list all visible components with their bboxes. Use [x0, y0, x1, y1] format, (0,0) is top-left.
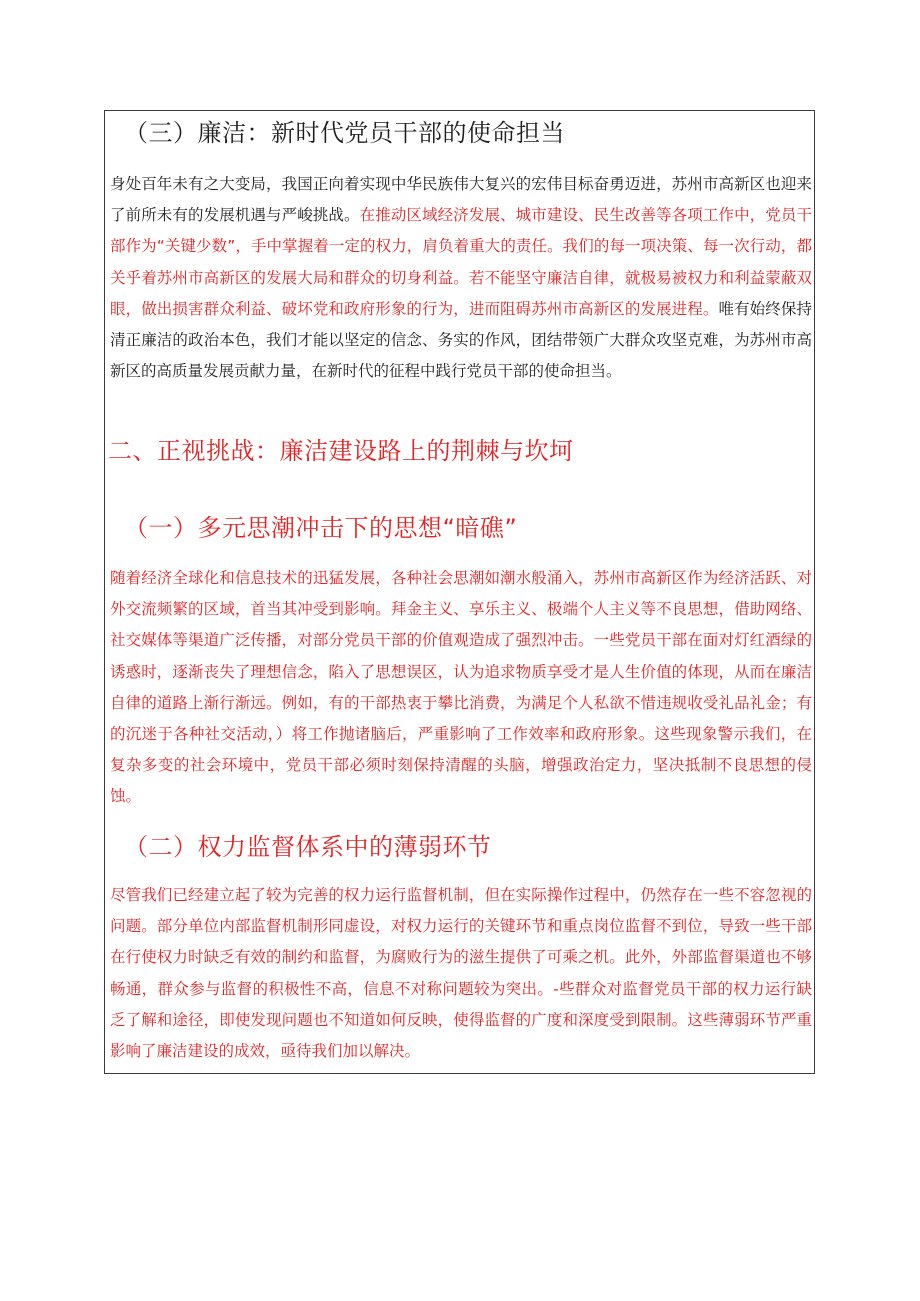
subsection-heading-ideological-reefs: （一）多元思潮冲击下的思想“暗礁”: [124, 514, 518, 542]
paragraph-integrity-mission: [110, 169, 812, 387]
subsection-heading-supervision-weakness: （二）权力监督体系中的薄弱环节: [124, 833, 492, 861]
paragraph-closing-text: 唯有始终保持清正廉洁的政治本色，我们才能以坚定的信念、务实的作风，团结带领广大群众攻坚克难，为苏州市高新区的高质量发展贡献力量，在新时代的征程中践行党员干部的使命担当。: [110, 299, 812, 381]
part-two-heading: 二、正视挑战：廉洁建设路上的荆棘与坎坷: [108, 437, 574, 465]
paragraph-highlighted-text: 在推动区域经济发展、城市建设、民生改善等各项工作中，党员干部作为“关键少数”，手中掌握着一定的权力，肩负着重大的责任。我们的每一项决策、每一次行动，都关乎着苏州市高新区的发展大局和群众的切身利益。若不能坚守廉洁自律，就极易被权力和利益蒙蔽双眼，做出损害群众利益、破坏党和政府形象的行为，进而阻碍苏州市高新区的发展进程。: [110, 206, 812, 318]
paragraph-intro-text: 身处百年未有之大变局，我国正向着实现中华民族伟大复兴的宏伟目标奋勇迈进，苏州市高新区也迎来了前所未有的发展机遇与严峻挑战。: [110, 175, 812, 225]
paragraph-ideological-reefs: 随着经济全球化和信息技术的迅猛发展，各种社会思潮如潮水般涌入，苏州市高新区作为经济活跃、对外交流频繁的区域，首当其冲受到影响。拜金主义、享乐主义、极端个人主义等不良思想，借助网络、社交媒体等渠道广泛传播，对部分党员干部的价值观造成了强烈冲击。一些党员干部在面对灯红酒绿的诱惑时，逐渐丧失了理想信念，陷入了思想误区，认为追求物质享受才是人生价值的体现，从而在廉洁自律的道路上渐行渐远。例如，有的干部热衷于攀比消费，为满足个人私欲不惜违规收受礼品礼金；有的沉迷于各种社交活动，）将工作抛诸脑后，严重影响了工作效率和政府形象。这些现象警示我们，在复杂多变的社会环境中，党员干部必须时刻保持清醒的头脑，增强政治定力，坚决抵制不良思想的侵蚀。: [110, 569, 812, 806]
section-heading-integrity-mission: （三）廉洁：新时代党员干部的使命担当: [124, 119, 565, 147]
paragraph-supervision-weakness: 尽管我们已经建立起了较为完善的权力运行监督机制，但在实际操作过程中，仍然存在一些不容忽视的问题。部分单位内部监督机制形同虚设，对权力运行的关键环节和重点岗位监督不到位，导致一些干部在行使权力时缺乏有效的制约和监督，为腐败行为的滋生提供了可乘之机。此外，外部监督渠道也不够畅通，群众参与监督的积极性不高，信息不对称问题较为突出。-些群众对监督党员干部的权力运行缺乏了解和途径，即使发现问题也不知道如何反映，使得监督的广度和深度受到限制。这些薄弱环节严重影响了廉洁建设的成效，亟待我们加以解决。: [110, 886, 812, 1061]
